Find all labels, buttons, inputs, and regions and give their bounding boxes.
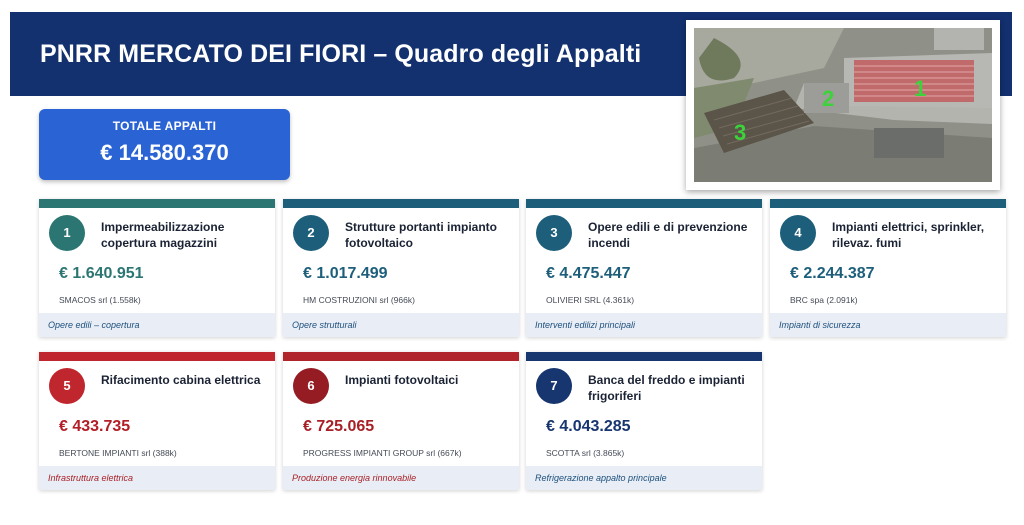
page-title: PNRR MERCATO DEI FIORI – Quadro degli Appalti xyxy=(40,40,642,68)
contract-card-6 xyxy=(283,352,519,490)
card-color-bar xyxy=(526,352,762,361)
card-color-bar xyxy=(770,199,1006,208)
card-number-badge: 5 xyxy=(49,368,85,404)
card-vendor: PROGRESS IMPIANTI GROUP srl (667k) xyxy=(303,448,462,458)
total-contracts-box xyxy=(39,109,290,180)
card-amount: € 4.475.447 xyxy=(546,265,631,282)
aerial-photo-image xyxy=(694,28,992,182)
card-color-bar xyxy=(283,352,519,361)
card-category: Refrigerazione appalto principale xyxy=(526,466,762,490)
card-amount: € 2.244.387 xyxy=(790,265,875,282)
card-category: Impianti di sicurezza xyxy=(770,313,1006,337)
card-category: Opere strutturali xyxy=(283,313,519,337)
card-title: Rifacimento cabina elettrica xyxy=(101,373,261,387)
photo-label-2: 2 xyxy=(822,86,835,111)
card-vendor: SMACOS srl (1.558k) xyxy=(59,295,141,305)
total-label: TOTALE APPALTI xyxy=(112,119,217,133)
photo-label-3: 3 xyxy=(734,120,747,145)
card-category: Opere edili – copertura xyxy=(39,313,275,337)
contract-card-4 xyxy=(770,199,1006,337)
card-title: Banca del freddo e impianti frigoriferi xyxy=(588,373,745,403)
card-amount: € 1.640.951 xyxy=(59,265,144,282)
contract-card-5 xyxy=(39,352,275,490)
card-vendor: BRC spa (2.091k) xyxy=(790,295,858,305)
card-vendor: OLIVIERI SRL (4.361k) xyxy=(546,295,635,305)
card-category: Interventi edilizi principali xyxy=(526,313,762,337)
contract-card-1 xyxy=(39,199,275,337)
card-vendor: HM COSTRUZIONI srl (966k) xyxy=(303,295,415,305)
card-amount: € 4.043.285 xyxy=(546,418,631,435)
card-number-badge: 4 xyxy=(780,215,816,251)
card-title: Opere edili e di prevenzione incendi xyxy=(588,220,748,250)
card-category: Produzione energia rinnovabile xyxy=(283,466,519,490)
card-title: Impermeabilizzazione copertura magazzini xyxy=(101,220,225,250)
card-color-bar xyxy=(283,199,519,208)
card-category: Infrastruttura elettrica xyxy=(39,466,275,490)
card-amount: € 725.065 xyxy=(303,418,375,435)
card-vendor: BERTONE IMPIANTI srl (388k) xyxy=(59,448,177,458)
card-number-badge: 3 xyxy=(536,215,572,251)
card-number-badge: 7 xyxy=(536,368,572,404)
contract-card-7 xyxy=(526,352,762,490)
card-amount: € 433.735 xyxy=(59,418,131,435)
card-title: Impianti fotovoltaici xyxy=(345,373,459,387)
photo-label-1: 1 xyxy=(914,76,927,101)
contract-card-3 xyxy=(526,199,762,337)
card-number-badge: 2 xyxy=(293,215,329,251)
card-color-bar xyxy=(526,199,762,208)
card-number-badge: 6 xyxy=(293,368,329,404)
card-number-badge: 1 xyxy=(49,215,85,251)
card-color-bar xyxy=(39,199,275,208)
card-amount: € 1.017.499 xyxy=(303,265,388,282)
total-value: € 14.580.370 xyxy=(100,140,229,165)
card-color-bar xyxy=(39,352,275,361)
card-title: Impianti elettrici, sprinkler, rilevaz. fumi xyxy=(832,220,985,250)
card-title: Strutture portanti impianto fotovoltaico xyxy=(345,220,497,250)
aerial-photo xyxy=(686,20,1000,190)
card-vendor: SCOTTA srl (3.865k) xyxy=(546,448,625,458)
contract-card-2 xyxy=(283,199,519,337)
